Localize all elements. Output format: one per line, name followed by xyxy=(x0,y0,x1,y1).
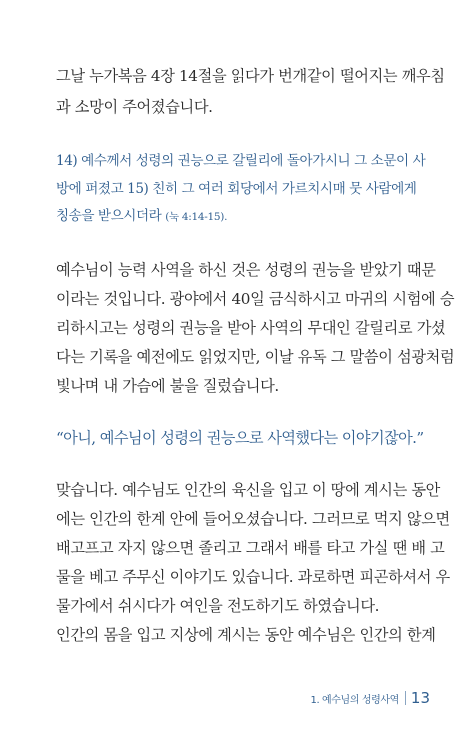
paragraph-3-line-5: 물가에서 쉬시다가 여인을 전도하기도 하였습니다. xyxy=(56,597,380,615)
paragraph-2-line-5: 빛나며 내 가슴에 불을 질렀습니다. xyxy=(56,377,279,395)
paragraph-2-line-4: 다는 기록을 예전에도 읽었지만, 이날 유독 그 말씀이 섬광처럼 xyxy=(56,348,455,366)
paragraph-3-line-3: 배고프고 자지 않으면 졸리고 그래서 배를 타고 가실 땐 배 고 xyxy=(56,539,445,557)
page-number: 13 xyxy=(410,689,430,707)
scripture-reference: (눅 4:14-15). xyxy=(165,211,228,223)
footer-divider xyxy=(405,691,406,705)
page-footer xyxy=(311,686,430,710)
paragraph-3-line-2: 에는 인간의 한계 안에 들어오셨습니다. 그러므로 먹지 않으면 xyxy=(56,510,450,528)
paragraph-2-line-2: 이라는 것입니다. 광야에서 40일 금식하시고 마귀의 시험에 승 xyxy=(56,290,455,308)
scripture-line-3-text: 칭송을 받으시더라 xyxy=(56,208,162,224)
chapter-title: 1. 예수님의 성령사역 xyxy=(310,694,399,706)
paragraph-2-line-1: 예수님이 능력 사역을 하신 것은 성령의 권능을 받았기 때문 xyxy=(56,261,436,279)
paragraph-1-line-2: 과 소망이 주어졌습니다. xyxy=(56,98,213,116)
paragraph-3-line-1: 맞습니다. 예수님도 인간의 육신을 입고 이 땅에 계시는 동안 xyxy=(56,481,441,499)
scripture-line-2: 방에 퍼졌고 15) 친히 그 여러 회당에서 가르치시매 뭇 사람에게 xyxy=(56,181,417,197)
paragraph-4-line-1: 인간의 몸을 입고 지상에 계시는 동안 예수님은 인간의 한계 xyxy=(56,626,436,644)
emphasis-quote: “아니, 예수님이 성령의 권능으로 사역했다는 이야기잖아.” xyxy=(56,429,424,447)
paragraph-3-line-4: 물을 베고 주무신 이야기도 있습니다. 과로하면 피곤하셔서 우 xyxy=(56,568,450,586)
scripture-line-3 xyxy=(56,207,227,226)
scripture-line-1: 14) 예수께서 성령의 권능으로 갈릴리에 돌아가시니 그 소문이 사 xyxy=(56,153,426,169)
paragraph-1-line-1: 그날 누가복음 4장 14절을 읽다가 번개같이 떨어지는 깨우침 xyxy=(56,67,445,85)
paragraph-2-line-3: 리하시고는 성령의 권능을 받아 사역의 무대인 갈릴리로 가셨 xyxy=(56,319,446,337)
